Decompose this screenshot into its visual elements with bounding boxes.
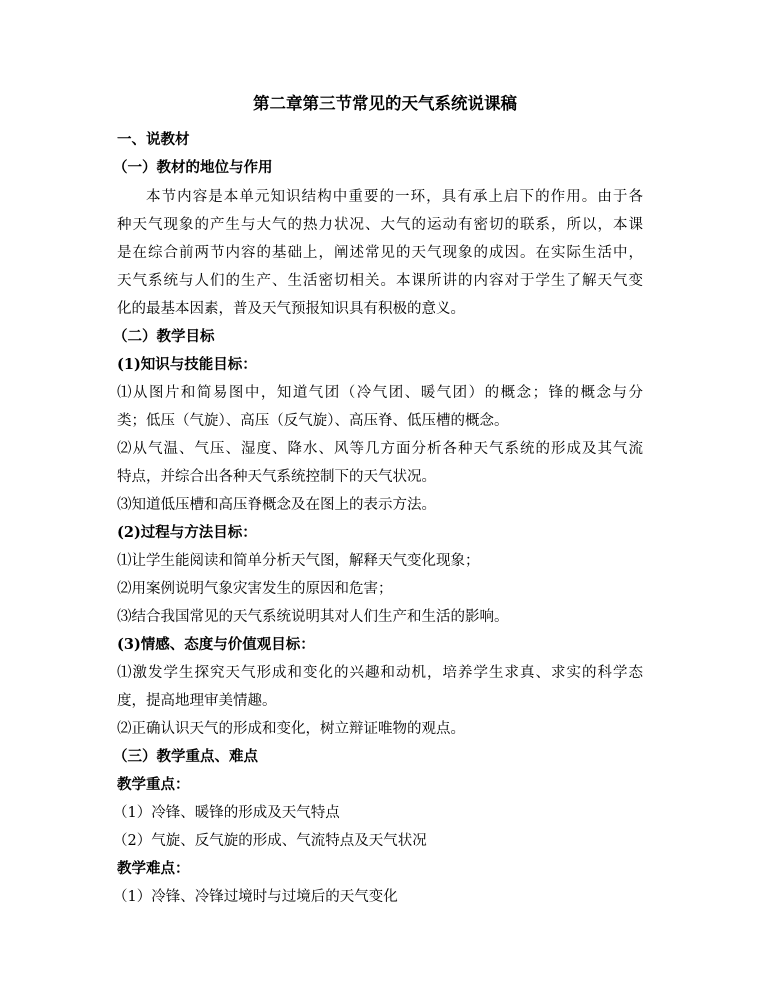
objective-line: ⑶知道低压槽和高压脊概念及在图上的表示方法。: [117, 497, 436, 513]
difficulties-heading: 教学难点：: [117, 860, 190, 877]
objective-heading-process: (2)过程与方法目标：: [117, 524, 257, 541]
subsection-heading-key-points: （三）教学重点、难点: [113, 748, 258, 765]
objective-line: ⑵正确认识天气的形成和变化，树立辩证唯物的观点。: [117, 721, 465, 737]
objective-line: ⑶结合我国常见的天气系统说明其对人们生产和生活的影响。: [117, 609, 509, 625]
objective-heading-knowledge: (1)知识与技能目标：: [117, 356, 257, 373]
objective-line: ⑴从图片和简易图中，知道气团（冷气团、暖气团）的概念；锋的概念与分: [117, 385, 643, 401]
objective-line: 类；低压（气旋）、高压（反气旋）、高压脊、低压槽的概念。: [117, 413, 509, 429]
objective-line: ⑵用案例说明气象灾害发生的原因和危害；: [117, 581, 393, 597]
objective-line: 特点，并综合出各种天气系统控制下的天气状况。: [117, 469, 436, 485]
paragraph-line: 种天气现象的产生与大气的热力状况、大气的运动有密切的联系，所以，本课: [117, 217, 643, 233]
objective-line: 度，提高地理审美情趣。: [117, 693, 277, 709]
key-point-item: （2）气旋、反气旋的形成、气流特点及天气状况: [113, 833, 427, 849]
paragraph-line: 化的最基本因素，普及天气预报知识具有积极的意义。: [117, 301, 465, 317]
subsection-heading-position: （一）教材的地位与作用: [113, 159, 273, 176]
subsection-heading-objectives: （二）教学目标: [113, 328, 215, 345]
section-heading-textbook: 一、说教材: [117, 131, 190, 148]
objective-line: ⑴激发学生探究天气形成和变化的兴趣和动机，培养学生求真、求实的科学态: [117, 665, 643, 681]
paragraph-line: 天气系统与人们的生产、生活密切相关。本课所讲的内容对于学生了解天气变: [117, 273, 643, 289]
key-points-heading: 教学重点：: [117, 776, 190, 793]
key-point-item: （1）冷锋、暖锋的形成及天气特点: [113, 805, 340, 821]
objective-line: ⑴让学生能阅读和简单分析天气图，解释天气变化现象；: [117, 553, 480, 569]
difficulty-item: （1）冷锋、冷锋过境时与过境后的天气变化: [113, 889, 398, 905]
objective-heading-emotion: (3)情感、态度与价值观目标：: [117, 636, 315, 653]
paragraph-line: 是在综合前两节内容的基础上，阐述常见的天气现象的成因。在实际生活中，: [117, 245, 643, 261]
document-title: 第二章第三节常见的天气系统说课稿: [253, 94, 517, 113]
paragraph-line: 本节内容是本单元知识结构中重要的一环，具有承上启下的作用。由于各: [146, 189, 643, 205]
objective-line: ⑵从气温、气压、湿度、降水、风等几方面分析各种天气系统的形成及其气流: [117, 441, 643, 457]
